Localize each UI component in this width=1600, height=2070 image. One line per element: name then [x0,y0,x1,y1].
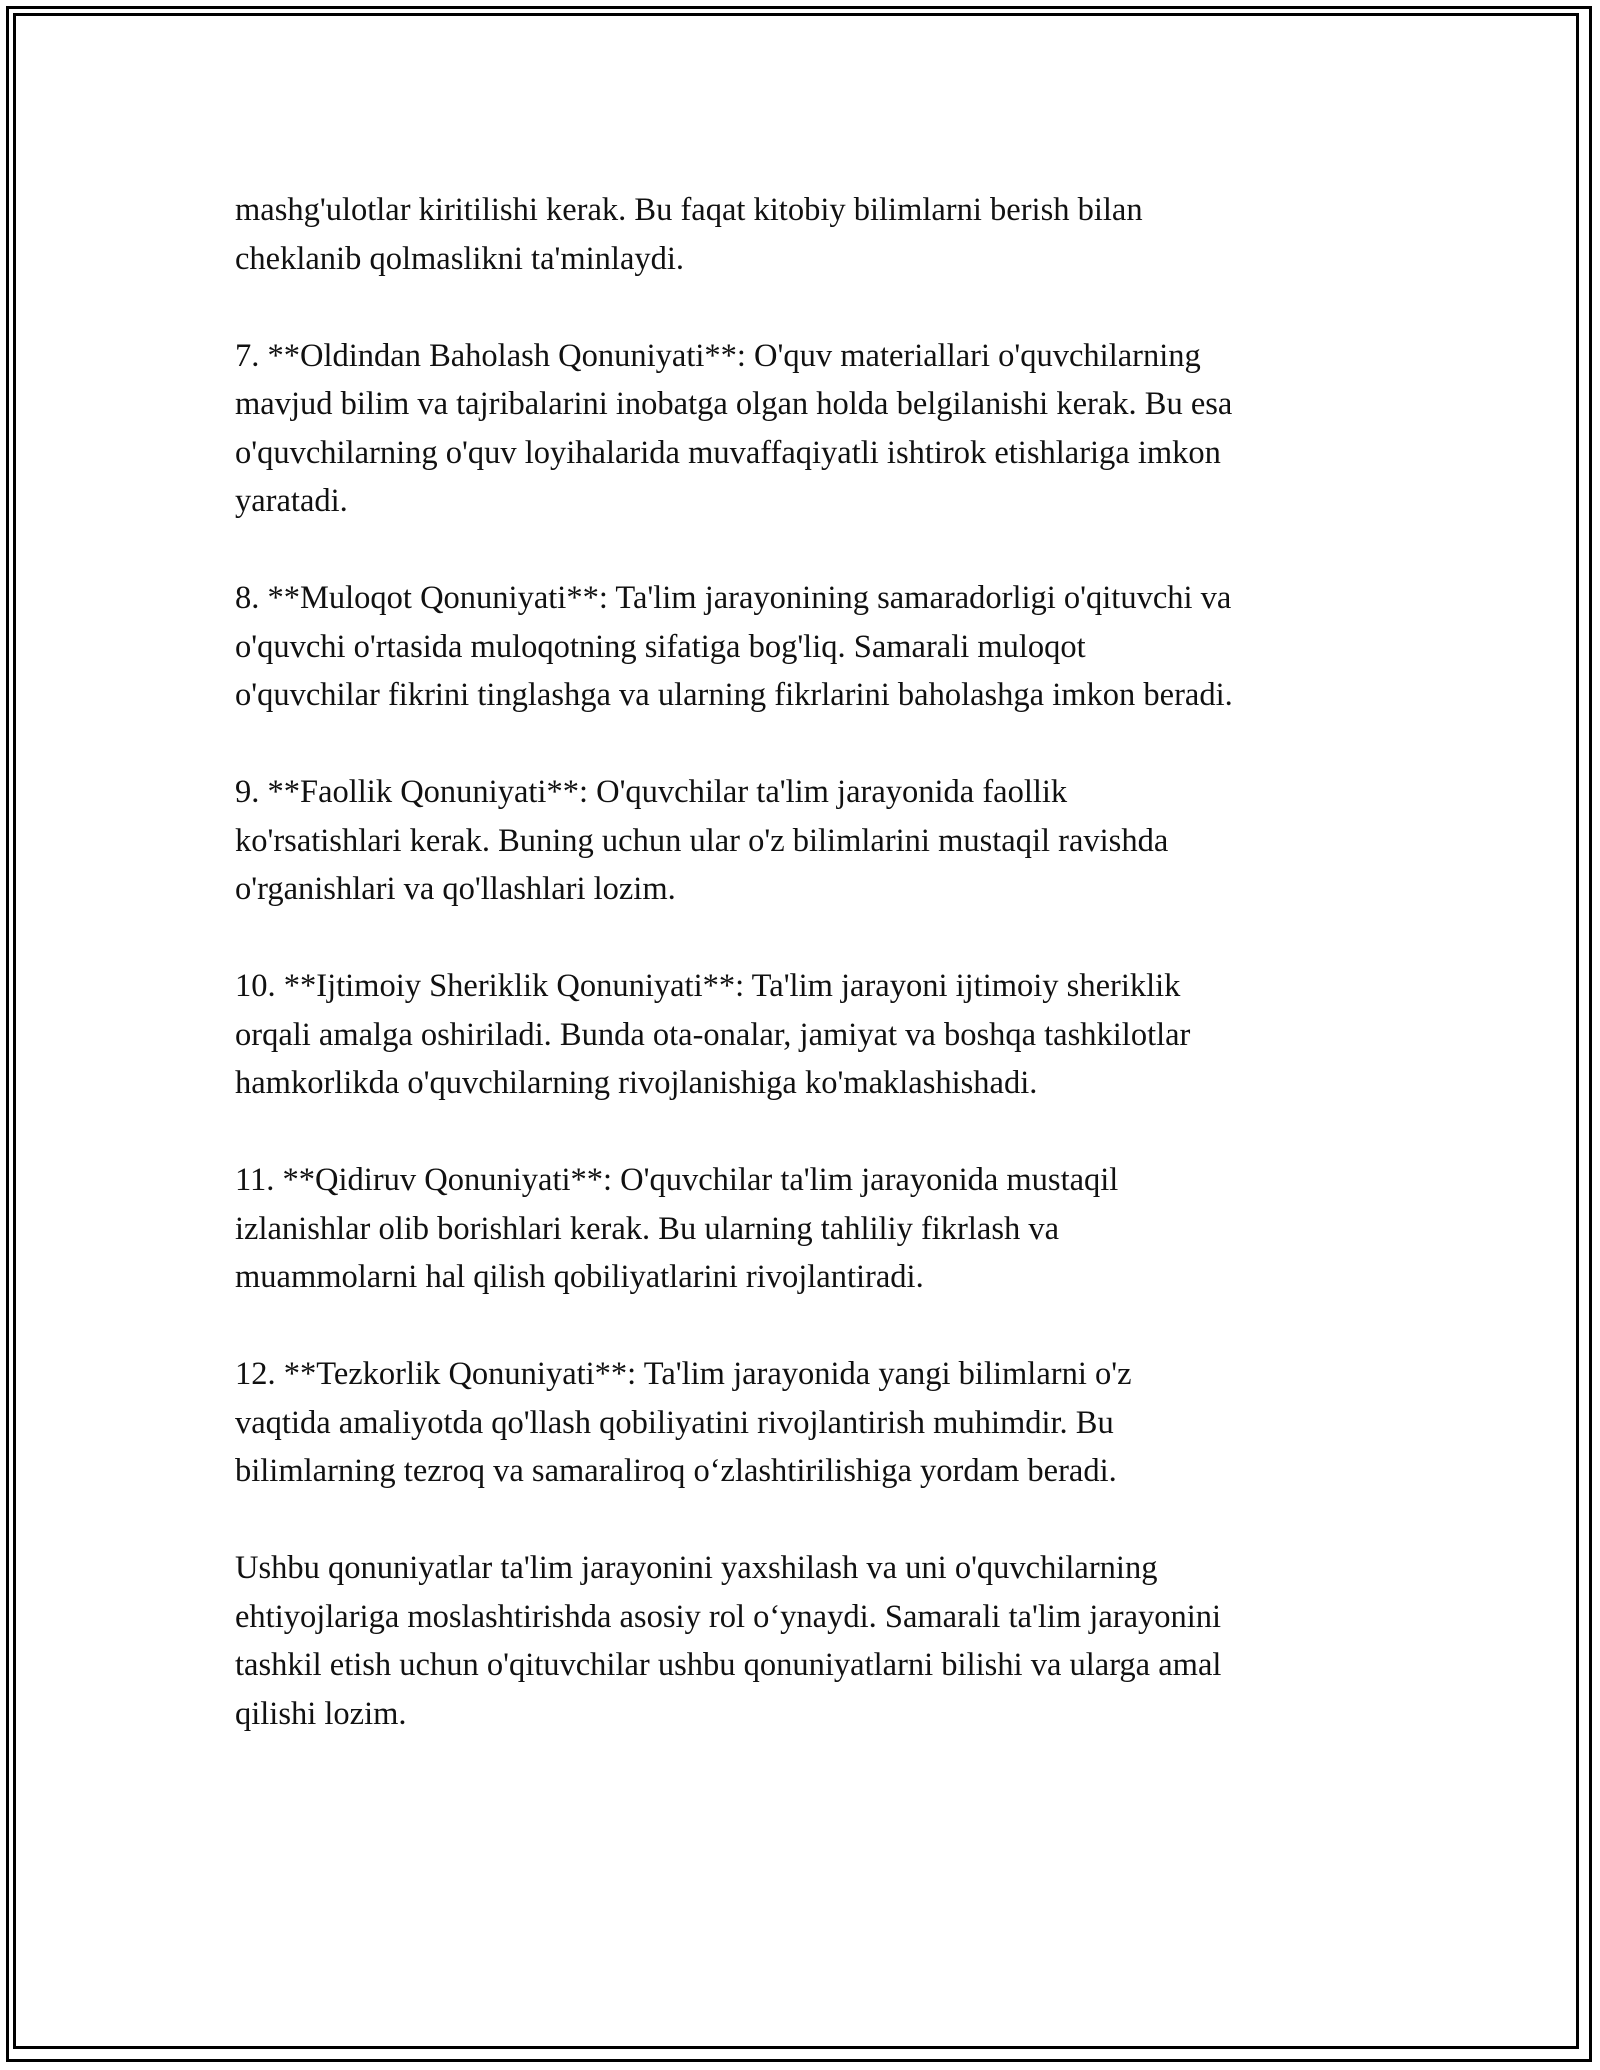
paragraph-item-8: 8. **Muloqot Qonuniyati**: Ta'lim jarayonining samaradorligi o'qituvchi va o'quvchi o'rtasida muloqotning sifatiga bog'liq. Samarali muloqot o'quvchilar fikrini tinglashga va ularning fikrlarini baholashga imkon beradi. [235,580,1233,713]
paragraph-intro-continuation: mashg'ulotlar kiritilishi kerak. Bu faqat kitobiy bilimlarni berish bilan cheklanib qolmaslikni ta'minlaydi. [235,192,1143,277]
paragraph-item-10: 10. **Ijtimoiy Sheriklik Qonuniyati**: Ta'lim jarayoni ijtimoiy sheriklik orqali amalga oshiriladi. Bunda ota-onalar, jamiyat va boshqa tashkilotlar hamkorlikda o'quvchilarning rivojlanishiga ko'maklashishadi. [235,968,1191,1101]
paragraph-item-12: 12. **Tezkorlik Qonuniyati**: Ta'lim jarayonida yangi bilimlarni o'z vaqtida amaliyotda qo'llash qobiliyatini rivojlantirish muhimdir. Bu bilimlarning tezroq va samaraliroq o‘zlashtirilishiga yordam beradi. [235,1356,1132,1489]
paragraph-item-7: 7. **Oldindan Baholash Qonuniyati**: O'quv materiallari o'quvchilarning mavjud bilim va tajribalarini inobatga olgan holda belgilanishi kerak. Bu esa o'quvchilarning o'quv loyihalarida muvaffaqiyatli ishtirok etishlariga imkon yaratadi. [235,337,1233,519]
paragraph-item-11: 11. **Qidiruv Qonuniyati**: O'quvchilar ta'lim jarayonida mustaqil izlanishlar olib borishlari kerak. Bu ularning tahliliy fikrlash va muammolarni hal qilish qobiliyatlarini rivojlantiradi. [235,1162,1119,1295]
document-body [235,186,1385,1787]
paragraph-conclusion: Ushbu qonuniyatlar ta'lim jarayonini yaxshilash va uni o'quvchilarning ehtiyojlariga moslashtirishda asosiy rol o‘ynaydi. Samarali ta'lim jarayonini tashkil etish uchun o'qituvchilar ushbu qonuniyatlarni bilishi va ularga amal qilishi lozim. [235,1550,1222,1732]
paragraph-item-9: 9. **Faollik Qonuniyati**: O'quvchilar ta'lim jarayonida faollik ko'rsatishlari kerak. Buning uchun ular o'z bilimlarini mustaqil ravishda o'rganishlari va qo'llashlari lozim. [235,774,1169,907]
